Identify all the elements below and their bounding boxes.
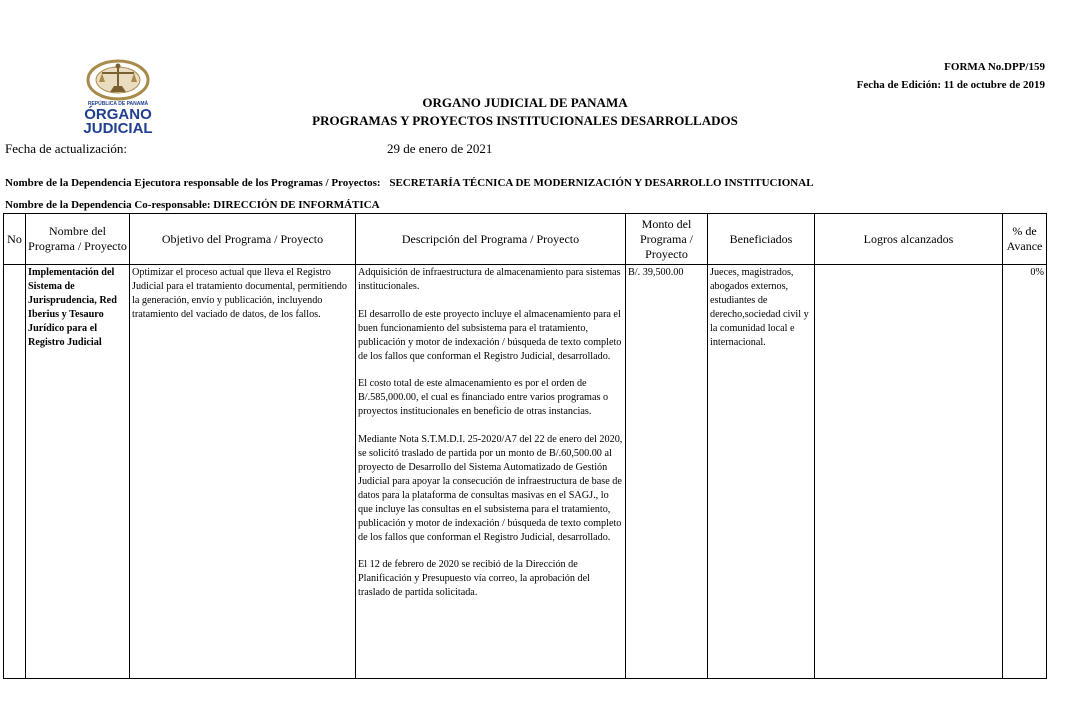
- edition-date: Fecha de Edición: 11 de octubre de 2019: [856, 79, 1045, 91]
- col-header-beneficiados: Beneficiados: [708, 214, 815, 265]
- organization-title: ORGANO JUDICIAL DE PANAMA: [422, 95, 628, 110]
- executing-unit-label: Nombre de la Dependencia Ejecutora responsable de los Programas / Proyectos:: [5, 177, 381, 189]
- col-header-no: No: [4, 214, 26, 265]
- executing-unit-value: SECRETARÍA TÉCNICA DE MODERNIZACIÓN Y DESARROLLO INSTITUCIONAL: [389, 177, 814, 189]
- col-header-logros: Logros alcanzados: [815, 214, 1003, 265]
- cell-no: [4, 265, 26, 679]
- svg-text:ÓRGANO: ÓRGANO: [84, 106, 152, 123]
- table-row: [4, 265, 1047, 679]
- descripcion-paragraph: El desarrollo de este proyecto incluye el almacenamiento para el buen funcionamiento del subsistema para el tratamiento, publicación y motor de indexación / búsqueda de texto completo de los fallos que conforman el Registro Judicial, desarrollado.: [358, 308, 622, 362]
- document-title: PROGRAMAS Y PROYECTOS INSTITUCIONALES DESARROLLADOS: [312, 113, 738, 128]
- co-responsible-unit-value: DIRECCIÓN DE INFORMÁTICA: [213, 199, 380, 211]
- descripcion-paragraph: Mediante Nota S.T.M.D.I. 25-2020/A7 del 22 de enero del 2020, se solicitó traslado de partida por un monto de B/.60,500.00 al proyecto de Desarrollo del Sistema Automatizado de Gestión Judicial para apoyar la consecución de infraestructura de base de datos para la plataforma de consultas masivas en el SAGJ., lo que incluye las consultas en el subsistema para el tratamiento, publicación y motor de indexación / búsqueda de texto completo de los fallos que conforman el Registro Judicial, desarrollado.: [358, 434, 623, 543]
- col-header-nombre: Nombre del Programa / Proyecto: [26, 214, 130, 265]
- co-responsible-unit-line: [5, 199, 380, 211]
- cell-logros: [815, 265, 1003, 679]
- svg-text:REPÚBLICA DE PANAMÁ: REPÚBLICA DE PANAMÁ: [87, 101, 149, 107]
- executing-unit-line: [5, 177, 814, 189]
- cell-nombre: Implementación del Sistema de Jurisprudencia, Red Iberius y Tesauro Jurídico para el Registro Judicial: [26, 265, 130, 679]
- descripcion-paragraph: El 12 de febrero de 2020 se recibió de la Dirección de Planificación y Presupuesto vía correo, la aprobación del traslado de partida solicitada.: [358, 559, 590, 599]
- cell-descripcion: [356, 265, 626, 679]
- col-header-descripcion: Descripción del Programa / Proyecto: [356, 214, 626, 265]
- update-date-label: Fecha de actualización:: [5, 141, 127, 156]
- col-header-avance: % de Avance: [1003, 214, 1047, 265]
- svg-text:JUDICIAL: JUDICIAL: [83, 120, 153, 134]
- cell-beneficiados: Jueces, magistrados, abogados externos, estudiantes de derecho,sociedad civil y la comunidad local e internacional.: [708, 265, 815, 679]
- table-header-row: [4, 214, 1047, 265]
- update-date-value: 29 de enero de 2021: [387, 141, 493, 156]
- form-number: FORMA No.DPP/159: [944, 61, 1045, 73]
- col-header-monto: Monto del Programa / Proyecto: [626, 214, 708, 265]
- cell-objetivo: Optimizar el proceso actual que lleva el Registro Judicial para el tratamiento documental, permitiendo la generación, envío y publicación, incluyendo tratamiento del vaciado de datos, de los fallos.: [130, 265, 356, 679]
- col-header-objetivo: Objetivo del Programa / Proyecto: [130, 214, 356, 265]
- descripcion-paragraph: El costo total de este almacenamiento es por el orden de B/.585,000.00, el cual es financiado entre varios programas o proyectos institucionales en beneficio de otras instancias.: [358, 378, 609, 418]
- descripcion-paragraph: Adquisición de infraestructura de almacenamiento para sistemas institucionales.: [358, 267, 621, 292]
- cell-monto: B/. 39,500.00: [626, 265, 708, 679]
- cell-avance: 0%: [1003, 265, 1047, 679]
- co-responsible-unit-label: Nombre de la Dependencia Co-responsable:: [5, 199, 211, 211]
- programs-table: [3, 213, 1047, 679]
